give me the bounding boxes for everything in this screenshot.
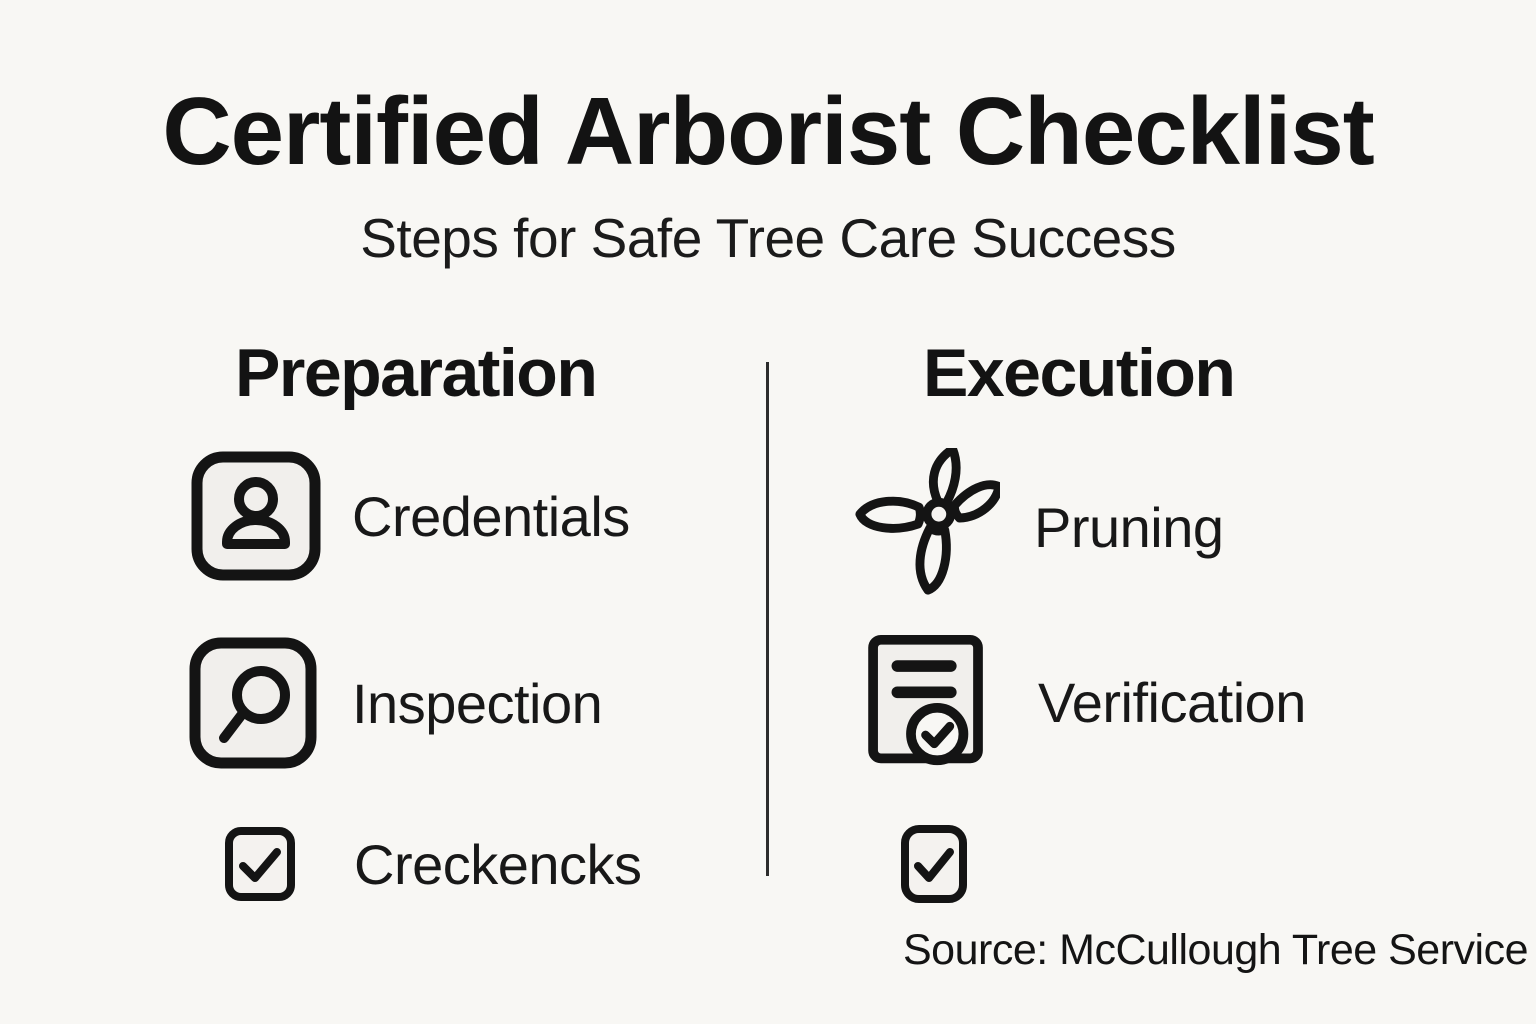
document-check-icon bbox=[866, 634, 988, 770]
page-subtitle: Steps for Safe Tree Care Success bbox=[360, 207, 1176, 269]
list-item-label: Credentials bbox=[352, 484, 630, 548]
column-header-execution: Execution bbox=[923, 335, 1235, 411]
list-item-label: Inspection bbox=[352, 671, 603, 735]
list-item-label: Verification bbox=[1038, 670, 1306, 734]
column-header-preparation: Preparation bbox=[235, 335, 597, 411]
list-item-unlabeled-checkbox bbox=[900, 824, 968, 904]
id-badge-icon bbox=[190, 450, 322, 582]
list-item-label: Creckencks bbox=[354, 832, 642, 896]
pruning-shears-icon bbox=[852, 448, 1000, 606]
list-item-credentials bbox=[190, 450, 630, 582]
column-divider bbox=[766, 362, 769, 876]
list-item-label: Pruning bbox=[1034, 495, 1224, 559]
list-item-creckencks bbox=[224, 826, 642, 902]
checkbox-checked-icon bbox=[224, 826, 296, 902]
list-item-verification bbox=[866, 634, 1306, 770]
list-item-inspection bbox=[188, 636, 602, 770]
list-item-pruning bbox=[852, 448, 1224, 606]
source-attribution: Source: McCullough Tree Service bbox=[903, 926, 1529, 974]
page-title: Certified Arborist Checklist bbox=[162, 78, 1374, 185]
magnifier-inspection-icon bbox=[188, 636, 318, 770]
checkbox-checked-icon bbox=[900, 824, 968, 904]
